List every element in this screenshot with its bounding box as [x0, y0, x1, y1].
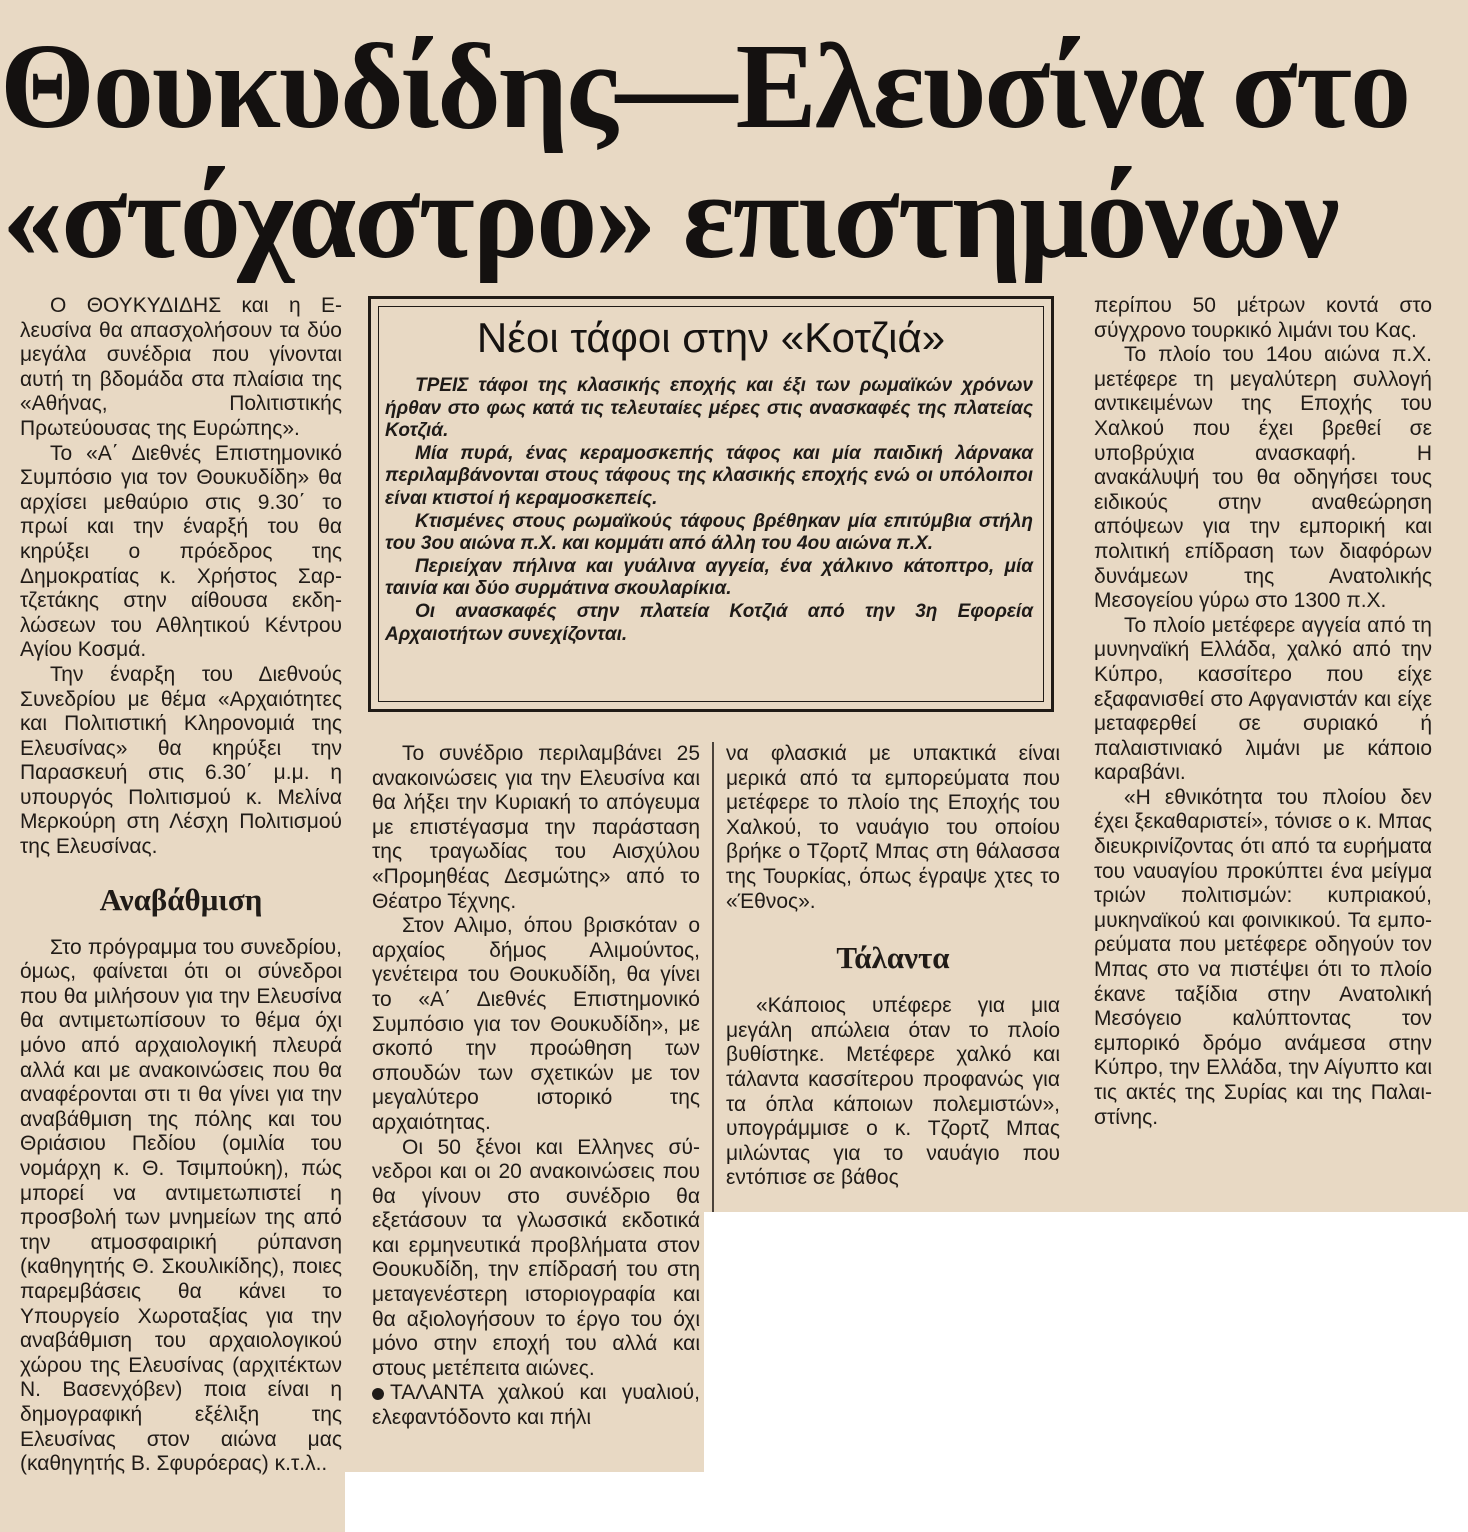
article-column-2: [372, 742, 700, 1431]
paragraph: Οι 50 ξένοι και Ελληνες σύνεδροι και οι 20 ανακοινώσεις που θα γίνουν στο συνέδριο θα εξετάσουν τα γλωσσικά εκδοτικά και ερμηνευτικά προβλήματα στον Θουκυδίδη, την επίδρασή του στη μεταγενέστερη ιστοριογραφία και θα αξιολογήσουν το έργο του όχι μόνο στην εποχή του αλλά και στους μετέπειτα αιώνες.: [372, 1135, 700, 1380]
article-column-3: [726, 742, 1060, 1191]
subheading-talanta: Τάλαντα: [836, 940, 950, 976]
bullet-icon: [372, 1388, 384, 1400]
newsprint-background: [0, 1472, 345, 1532]
paragraph: Οι ανασκαφές στην πλατεία Κοτζιά από την 3η Εφορεία Αρχαιοτήτων συνεχίζονται.: [385, 600, 1033, 645]
paragraph: «Η εθνικότητα του πλοίου δεν έχει ξεκαθαριστεί», τόνισε ο κ. Μπας διευκρινίζοντας ότι από τα ευρήματα του ναυαγίου προκύπτει ένα μείγμα τριών πολιτισμών: κυπριακού, μυκηναϊκού και φοινικικού. Τα εμπορεύματα που μετέφερε οδηγούν τον Μπας στο να πιστέψει ότι το πλοίο έκανε ταξίδια στην Ανατολική Μεσόγειο καλύπτοντας τον εμπορικό δρόμο ανάμεσα στην Κύπρο, την Ελλάδα, την Αίγυπτο και τις ακτές της Συρίας και της Παλαιστίνης.: [1094, 785, 1432, 1129]
paragraph: περίπου 50 μέτρων κοντά στο σύγχρονο τουρκικό λιμάνι του Κας.: [1094, 294, 1432, 342]
article-column-4: [1094, 294, 1432, 1130]
paragraph: Στον Αλιμο, όπου βρισκόταν ο αρχαίος δήμος Αλιμούντος, γενέτειρα του Θουκυδίδη, θα γίνει το «Α΄ Διεθνές Επιστημονικό Συμπόσιο για τον Θουκυδίδη», με σκοπό την προώθηση των σπουδών των σχετικών με τον μεγαλύτερο ιστορικό της αρχαιότητας.: [372, 914, 700, 1134]
paragraph: ΤΡΕΙΣ τάφοι της κλασικής εποχής και έξι των ρωμαϊκών χρόνων ήρθαν στο φως κατά τις τελευταίες μέρες στις ανασκαφές της πλατείας Κοτζιά.: [385, 375, 1033, 442]
paragraph: «Κάποιος υπέφερε για μια μεγάλη απώλεια όταν το πλοίο βυθίστηκε. Μετέφερε χαλκό και τάλαντα κασσίτερου προφανώς για τα όπλα κάποιων πολεμιστών», υπογράμμισε ο κ. Τζορτζ Μπας μιλώντας για το ναυάγιο που εντόπισε σε βάθος: [726, 994, 1060, 1190]
paragraph: Το πλοίο μετέφερε αγγεία από τη μυνηναϊκή Ελλάδα, χαλκό από την Κύπρο, κασσίτερο που είχε εξαφανισθεί στο Αφγανιστάν και είχε μεταφερθεί σε συριακό ή παλαιστινιακό λιμάνι με κάποιο καραβάνι.: [1094, 613, 1432, 785]
paragraph: να φλασκιά με υπακτικά είναι μερικά από τα εμπορεύματα που μετέφερε το πλοίο της Εποχής του Χαλκού, το ναυάγιο του οποίου βρήκε ο Τζορτζ Μπας στη θάλασσα της Τουρκίας, όπως έγραψε χτες το «Έθνος».: [726, 742, 1060, 913]
headline-line-2: «στόχαστρο» επιστημόνων: [2, 149, 1338, 284]
bullet-paragraph: [372, 1381, 700, 1430]
bullet-text: ΤΑΛΑΝΤΑ χαλκού και γυαλιού, ελεφαντόδοντο και πήλι: [372, 1381, 700, 1430]
sidebar-story-box: [368, 296, 1054, 712]
paragraph: Μία πυρά, ένας κεραμοσκεπής τάφος και μία παιδική λάρνακα περιλαμβάνονται στους τάφους της κλασικής εποχής ενώ οι υπόλοιποι είναι κτιστοί ή κεραμοσκεπείς.: [385, 442, 1033, 509]
column-divider: [712, 742, 714, 1212]
paragraph: Το «Α΄ Διεθνές Επιστημονικό Συμπόσιο για τον Θουκυδίδη» θα αρχίσει μεθαύριο στις 9.30΄ το πρωί και την έναρξή του θα κηρύξει ο πρόεδρος της Δημοκρατίας κ. Χρήστος Σαρτζετάκης στην αίθουσα εκδηλώσεων του Αθλητικού Κέντρου Αγίου Κοσμά.: [20, 441, 342, 662]
box-body: [385, 375, 1033, 646]
headline-line-1: Θουκυδίδης—Ελευσίνα στο: [0, 19, 1410, 154]
paragraph: Στο πρόγραμμα του συνεδρίου, όμως, φαίνεται ότι οι σύνεδροι που θα μιλήσουν για την Ελευσίνα θα αντιμετωπίσουν το θέμα όχι μόνο από αρχαιολογική πλευρά αλλά και με ανακοινώσεις που θα αναφέρονται στι τι θα γίνει για την αναβάθμιση της πόλης και του Θριάσιου Πεδίου (ομιλία του νομάρχη κ. Θ. Τσιμπούκη), πώς μπορεί να αντιμετωπιστεί η προσβολή των μνημείων της από την ατμοσφαιρική ρύπανση (καθηγητής Θ. Σκουλικίδης), ποιες παρεμβάσεις θα κάνει το Υπουργείο Χωροταξίας για την αναβάθμιση του αρχαιολογικού χώρου της Ελευσίνας (αρχιτέκτων Ν. Βασενχόβεν) ποια είναι η δημογραφική εξέλιξη της Ελευσίνας στον αιώνα μας (καθηγητής Β. Σφυρόερας) κ.τ.λ..: [20, 935, 342, 1476]
paragraph: Περιείχαν πήλινα και γυάλινα αγγεία, ένα χάλκινο κάτοπτρο, μία ταινία και δύο συρμάτινα σκουλαρίκια.: [385, 555, 1033, 600]
subheading-anavathmisi: Αναβάθμιση: [99, 881, 263, 917]
paragraph: Την έναρξη του Διεθνούς Συνεδρίου με θέμα «Αρχαιότητες και Πολιτιστική Κληρονομιά της Ελευσίνας» θα κηρύξει την Παρασκευή στις 6.30΄ μ.μ. η υπουργός Πολιτισμού κ. Μελίνα Μερκούρη στη Λέσχη Πολιτισμού της Ελευσίνας.: [20, 662, 342, 859]
article-column-1: [20, 294, 342, 1477]
paragraph: Το συνέδριο περιλαμβάνει 25 ανακοινώσεις για την Ελευσίνα και θα λήξει την Κυριακή το απόγευμα με επιστέγασμα την παράσταση της τραγωδίας του Αισχύλου «Προμηθέας Δεσμώτης» από το Θέατρο Τέχνης.: [372, 742, 700, 913]
paragraph: Κτισμένες στους ρωμαϊκούς τάφους βρέθηκαν μία επιτύμβια στήλη του 3ου αιώνα π.Χ. και κομμάτι από άλλη του 4ου αιώνα π.Χ.: [385, 510, 1033, 555]
paragraph: Το πλοίο του 14ου αιώνα π.Χ. μετέφερε τη μεγαλύτερη συλλογή αντικειμένων της Εποχής του Χαλκού που έχει βρεθεί σε υποβρύχια ανασκαφή. Η ανακάλυψή του θα οδηγήσει τους ειδικούς στην αναθεώρηση απόψεων για την εμπορική και πολιτική επίδραση των διαφόρων δυνάμεων της Ανατολικής Μεσογείου γύρω στο 1300 π.Χ.: [1094, 343, 1432, 613]
paragraph: Ο ΘΟΥΚΥΔΙΔΗΣ και η Ελευσίνα θα απασχολήσουν τα δύο μεγάλα συνέδρια που γίνονται αυτή τη βδομάδα στα πλαίσια της «Αθήνας, Πολιτιστικής Πρωτεύουσας της Ευρώπης».: [20, 294, 342, 440]
box-title: Νέοι τάφοι στην «Κοτζιά»: [476, 314, 946, 361]
